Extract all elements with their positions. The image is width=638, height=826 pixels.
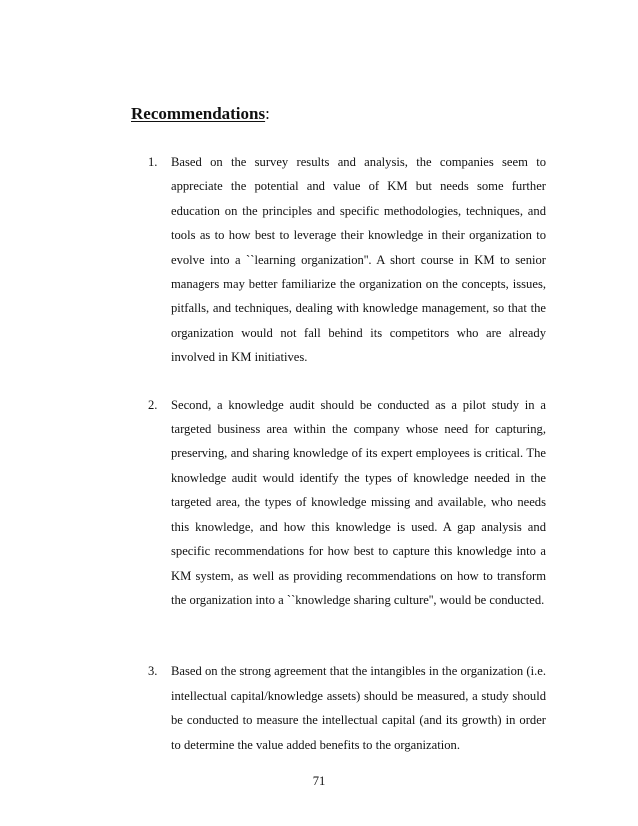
item-text: Based on the survey results and analysis, the companies seem to appreciate the potential and value of KM but needs some further education on the principles and specific methodologies, techniques, and tools as to how best to leverage their knowledge in their organization to evolve into a ``learning organization''. A short course in KM to senior managers may better familiarize the organization on the concepts, issues, pitfalls, and techniques, dealing with knowledge management, so that the organization would not fall behind its competitors who are already involved in KM initiatives. xyxy=(171,155,546,365)
item-number: 1. xyxy=(148,155,158,169)
list-item xyxy=(148,393,546,613)
list-item xyxy=(148,659,546,757)
item-number: 2. xyxy=(148,397,158,412)
item-number: 3. xyxy=(148,664,158,679)
section-heading xyxy=(131,104,270,124)
item-text: Based on the strong agreement that the intangibles in the organization (i.e. intellectual capital/knowledge assets) should be measured, a study should be conducted to measure the intellectual capital (and its growth) in order to determine the value added benefits to the organization. xyxy=(171,664,546,752)
list-item xyxy=(148,150,546,370)
item-text: Second, a knowledge audit should be conducted as a pilot study in a targeted business area within the company whose need for capturing, preserving, and sharing knowledge of its expert employees is critical. The knowledge audit would identify the types of knowledge needed in the targeted area, the types of knowledge missing and available, who needs this knowledge, and how this knowledge is used. A gap analysis and specific recommendations for how best to capture this knowledge into a KM system, as well as providing recommendations on how to transform the organization into a ``knowledge sharing culture'', would be conducted. xyxy=(171,397,546,607)
page-number: 71 xyxy=(312,774,326,788)
recommendations-list xyxy=(148,150,546,757)
heading-colon: : xyxy=(265,104,270,123)
heading-title: Recommendations xyxy=(131,104,266,123)
